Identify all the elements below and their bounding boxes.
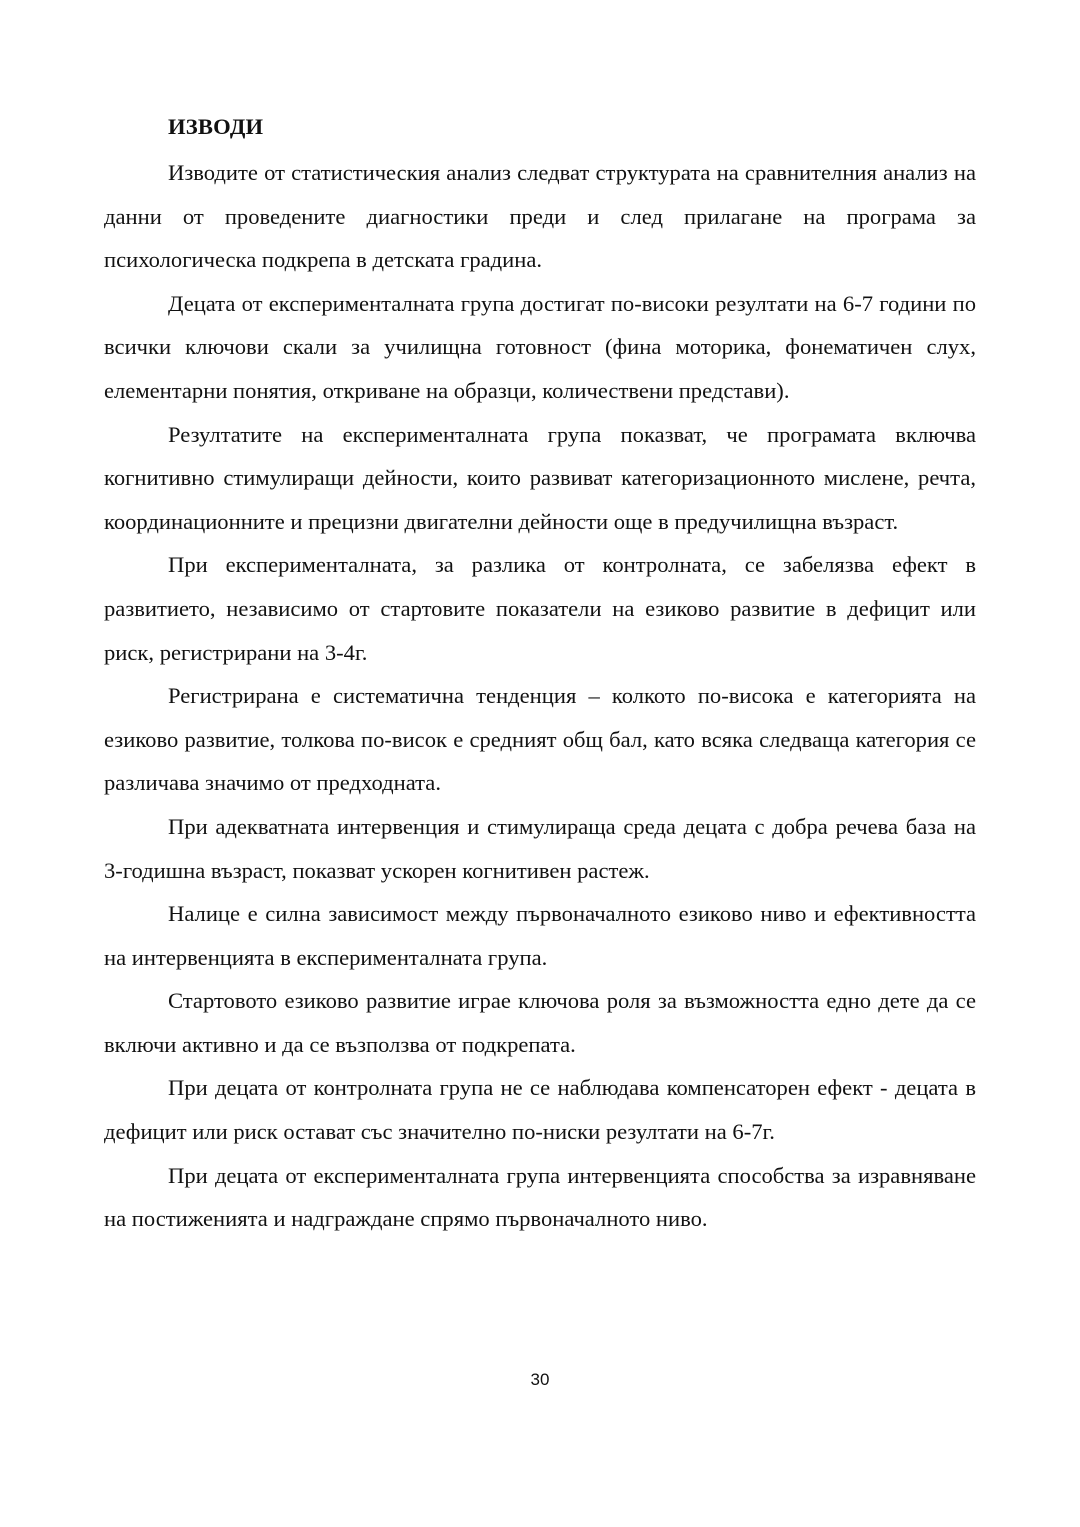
- paragraph-3: Резултатите на експерименталната група показват, че програмата включва когнитивно стимулиращи дейности, които развиват категоризационното мислене, речта, координационните и прецизни двигателни дейности още в предучилищна възраст.: [104, 421, 976, 534]
- paragraph-6: При адекватната интервенция и стимулираща среда децата с добра речева база на 3-годишна възраст, показват ускорен когнитивен растеж.: [104, 813, 976, 883]
- paragraph-7: Налице е силна зависимост между първоначалното езиково ниво и ефективността на интервенцията в експерименталната група.: [104, 901, 976, 970]
- paragraph-8: Стартовото езиково развитие играе ключова роля за възможността едно дете да се включи активно и да се възползва от подкрепата.: [104, 988, 976, 1057]
- paragraph-2: Децата от експерименталната група достигат по-високи резултати на 6-7 години по всички ключови скали за училищна готовност (фина моторика, фонематичен слух, елементарни понятия, откриване на образци, количествени представи).: [104, 290, 976, 403]
- section-heading: ИЗВОДИ: [168, 114, 264, 139]
- page-content: [104, 107, 976, 1241]
- paragraph-4: При експерименталната, за разлика от контролната, се забелязва ефект в развитието, независимо от стартовите показатели на езиково развитие в дефицит или риск, регистрирани на 3-4г.: [104, 552, 976, 665]
- paragraph-5: Регистрирана е систематична тенденция – колкото по-висока е категорията на езиково развитие, толкова по-висок е средният общ бал, като всяка следваща категория се различава значимо от предходната.: [104, 683, 976, 796]
- paragraph-1: Изводите от статистическия анализ следват структурата на сравнителния анализ на данни от проведените диагностики преди и след прилагане на програма за психологическа подкрепа в детската градина.: [104, 160, 976, 273]
- paragraph-9: При децата от контролната група не се наблюдава компенсаторен ефект - децата в дефицит или риск остават със значително по-ниски резултати на 6-7г.: [104, 1075, 976, 1145]
- page-number: 30: [530, 1370, 550, 1389]
- paragraph-10: При децата от експерименталната група интервенцията способства за изравняване на постиженията и надграждане спрямо първоначалното ниво.: [104, 1162, 976, 1232]
